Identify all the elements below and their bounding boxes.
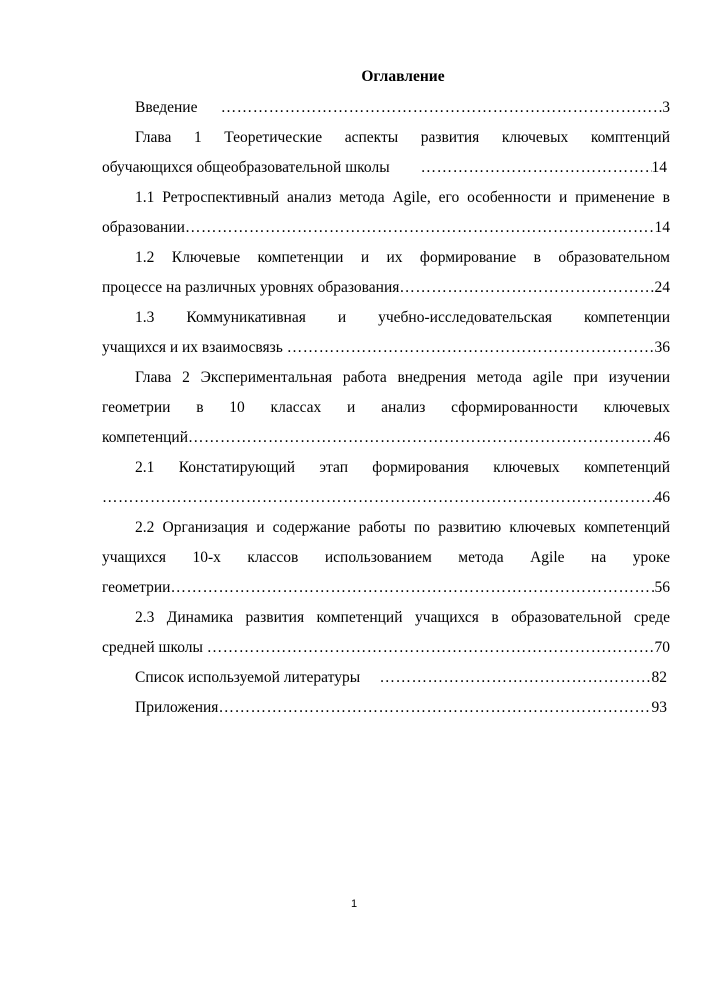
toc-page-number: 70 <box>654 639 670 656</box>
leader-dots <box>287 333 655 363</box>
toc-entry-chapter-1-cont: обучающихся общеобразовательной школы …………………………………………………………………………………………………………………………………………………… 14 <box>102 153 667 183</box>
leader-dots <box>102 483 655 513</box>
toc-page-number: 14 <box>654 219 670 236</box>
toc-page-number: 93 <box>651 699 667 716</box>
toc-page-number: 3 <box>662 99 670 116</box>
leader-dots <box>380 663 652 693</box>
page-number: 1 <box>350 898 358 910</box>
toc-entry-section-2-2-cont: учащихся 10-х классов использованием метода Agile на уроке <box>102 549 670 566</box>
toc-entry-references <box>102 663 667 693</box>
toc-entry-label: Приложения <box>135 699 219 716</box>
toc-page-number: 14 <box>651 159 667 176</box>
leader-dots <box>421 153 652 183</box>
toc-entry-section-1-2-cont: процессе на различных уровнях образования …………………………………………………………………………………………………………………………………………………… 24 <box>102 273 670 303</box>
toc-entry-chapter-2-cont2: компетенций …………………………………………………………………………………………………………………………………………………… 46 <box>102 423 670 453</box>
toc-entry-section-1-3-cont: учащихся и их взаимосвязь …………………………………………………………………………………………………………………………………………………… 36 <box>102 333 670 363</box>
toc-page-number: 46 <box>654 429 670 446</box>
toc-page-number: 46 <box>654 489 670 506</box>
toc-entry-section-2-2: 2.2 Организация и содержание работы по развитию ключевых компетенций <box>135 519 670 536</box>
toc-entry-section-1-1: 1.1 Ретроспективный анализ метода Agile, его особенности и применение в <box>135 189 670 206</box>
toc-title: Оглавление <box>361 68 445 85</box>
toc-entry-chapter-1: Глава 1 Теоретические аспекты развития ключевых комптенций <box>135 129 670 146</box>
toc-entry-appendices <box>102 693 667 723</box>
toc-entry-chapter-2: Глава 2 Экспериментальная работа внедрения метода agile при изучении <box>135 369 670 386</box>
leader-dots <box>185 213 655 243</box>
toc-entry-section-2-1: 2.1 Констатирующий этап формирования ключевых компетенций <box>135 459 670 476</box>
toc-entry-introduction <box>102 93 670 123</box>
toc-entry-section-1-3: 1.3 Коммуникативная и учебно-исследовательская компетенции <box>135 309 670 326</box>
toc-entry-label: Список используемой литературы <box>135 669 361 686</box>
toc-page-number: 36 <box>654 339 670 356</box>
table-of-contents <box>102 93 670 723</box>
leader-dots <box>399 273 654 303</box>
leader-dots <box>221 93 663 123</box>
toc-page-number: 56 <box>654 579 670 596</box>
toc-entry-chapter-2-cont: геометрии в 10 классах и анализ сформированности ключевых <box>102 399 670 416</box>
leader-dots <box>207 633 655 663</box>
toc-entry-section-2-1-cont <box>102 483 670 513</box>
leader-dots <box>188 423 654 453</box>
toc-page-number: 82 <box>651 669 667 686</box>
toc-entry-section-1-2: 1.2 Ключевые компетенции и их формирование в образовательном <box>135 249 670 266</box>
toc-entry-label: Введение <box>135 99 198 116</box>
toc-entry-section-2-3-cont: средней школы …………………………………………………………………………………………………………………………………………………… 70 <box>102 633 670 663</box>
toc-page-number: 24 <box>654 279 670 296</box>
toc-entry-section-1-1-cont: образовании …………………………………………………………………………………………………………………………………………………… 14 <box>102 213 670 243</box>
toc-entry-section-2-3: 2.3 Динамика развития компетенций учащихся в образовательной среде <box>135 609 670 626</box>
leader-dots <box>218 693 651 723</box>
toc-entry-section-2-2-cont2: геометрии …………………………………………………………………………………………………………………………………………………… 56 <box>102 573 670 603</box>
leader-dots <box>170 573 654 603</box>
